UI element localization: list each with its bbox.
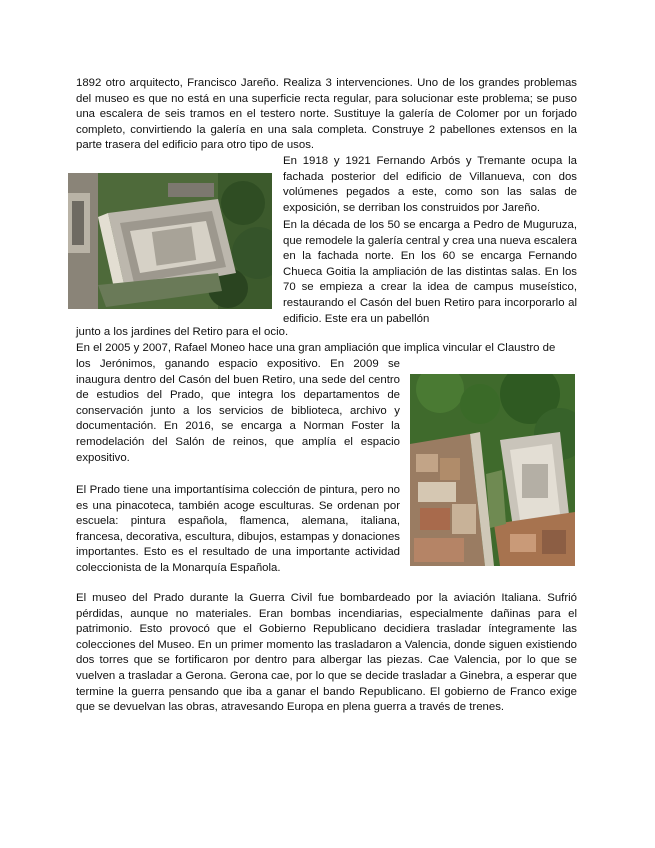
- paragraph-1918: En 1918 y 1921 Fernando Arbós y Tremante ocupa la fachada posterior del edificio de Villanueva, con dos volúmenes pegados a este, como son las salas de exposición, se derriban los construidos por Jareño.: [283, 155, 577, 214]
- paragraph-2005: los Jerónimos, ganando espacio expositivo. En 2009 se inaugura dentro del Casón del buen Retiro, una sede del centro de estudios del Prado, que integra los departamentos de conservación junto a los servicios de biblioteca, archivo y documentación. En 2016, se encarga a Norman Foster la remodelación del Salón de reinos, que amplía el espacio expositivo.: [76, 358, 400, 464]
- paragraph-collection: El Prado tiene una importantísima colección de pintura, pero no es una pinacoteca, también acoge esculturas. Se ordenan por escuela: pintura española, flamenca, alemana, italiana, francesa, decorativa, escultura, dibujos, estampas y donaciones importantes. Esto es el resultado de una importante actividad coleccionista de la Monarquía Española.: [76, 484, 400, 574]
- prado-aerial-photo: [68, 173, 272, 309]
- prado-campus-aerial-photo: [410, 374, 575, 566]
- paragraph-civil-war: El museo del Prado durante la Guerra Civil fue bombardeado por la aviación Italiana. Sufrió pérdidas, aunque no materiales. Eran bombas incendiarias, especialmente dañinas para el patrimonio. Esto provocó que el Gobierno Republicano decidiera trasladar íntegramente las colecciones del Museo. En un primer momento las trasladaron a Valencia, donde siguen existiendo dos torres que se fortificaron por dentro para albergar las piezas. Cae Valencia, por lo que se vuelven a trasladar a Gerona. Gerona cae, por lo que se decide trasladar a Ginebra, a esperar que termine la guerra pensando que iba a ganar el bando Republicano. El gobierno de Franco exige que se devuelvan las obras, atravesando Europa en plena guerra a través de trenes.: [76, 592, 577, 714]
- paragraph-2005-first: En el 2005 y 2007, Rafael Moneo hace una gran ampliación que implica vincular el Claustro de: [76, 342, 556, 354]
- paragraph-1950s-tail: junto a los jardines del Retiro para el ocio.: [76, 326, 289, 338]
- paragraph-1950s: En la década de los 50 se encarga a Pedro de Muguruza, que remodele la galería central y crea una nueva escalera en la fachada norte. En los 60 se encarga Fernando Chueca Goitia la ampliación de las distintas salas. En los 70 se empieza a crear la idea de campus museístico, restaurando el Casón del buen Retiro para incorporarlo al edificio. Este era un pabellón: [283, 219, 577, 325]
- paragraph-jareno: 1892 otro arquitecto, Francisco Jareño. Realiza 3 intervenciones. Uno de los grandes problemas del museo es que no está en una superficie recta regular, para solucionar este problema; se puso una escalera de seis tramos en el testero norte. Sustituye la galería de Colomer por un forjado completo, convirtiendo la galería en una sala completa. Construye 2 pabellones extensos en la parte trasera del edificio para otro tipo de usos.: [76, 77, 577, 152]
